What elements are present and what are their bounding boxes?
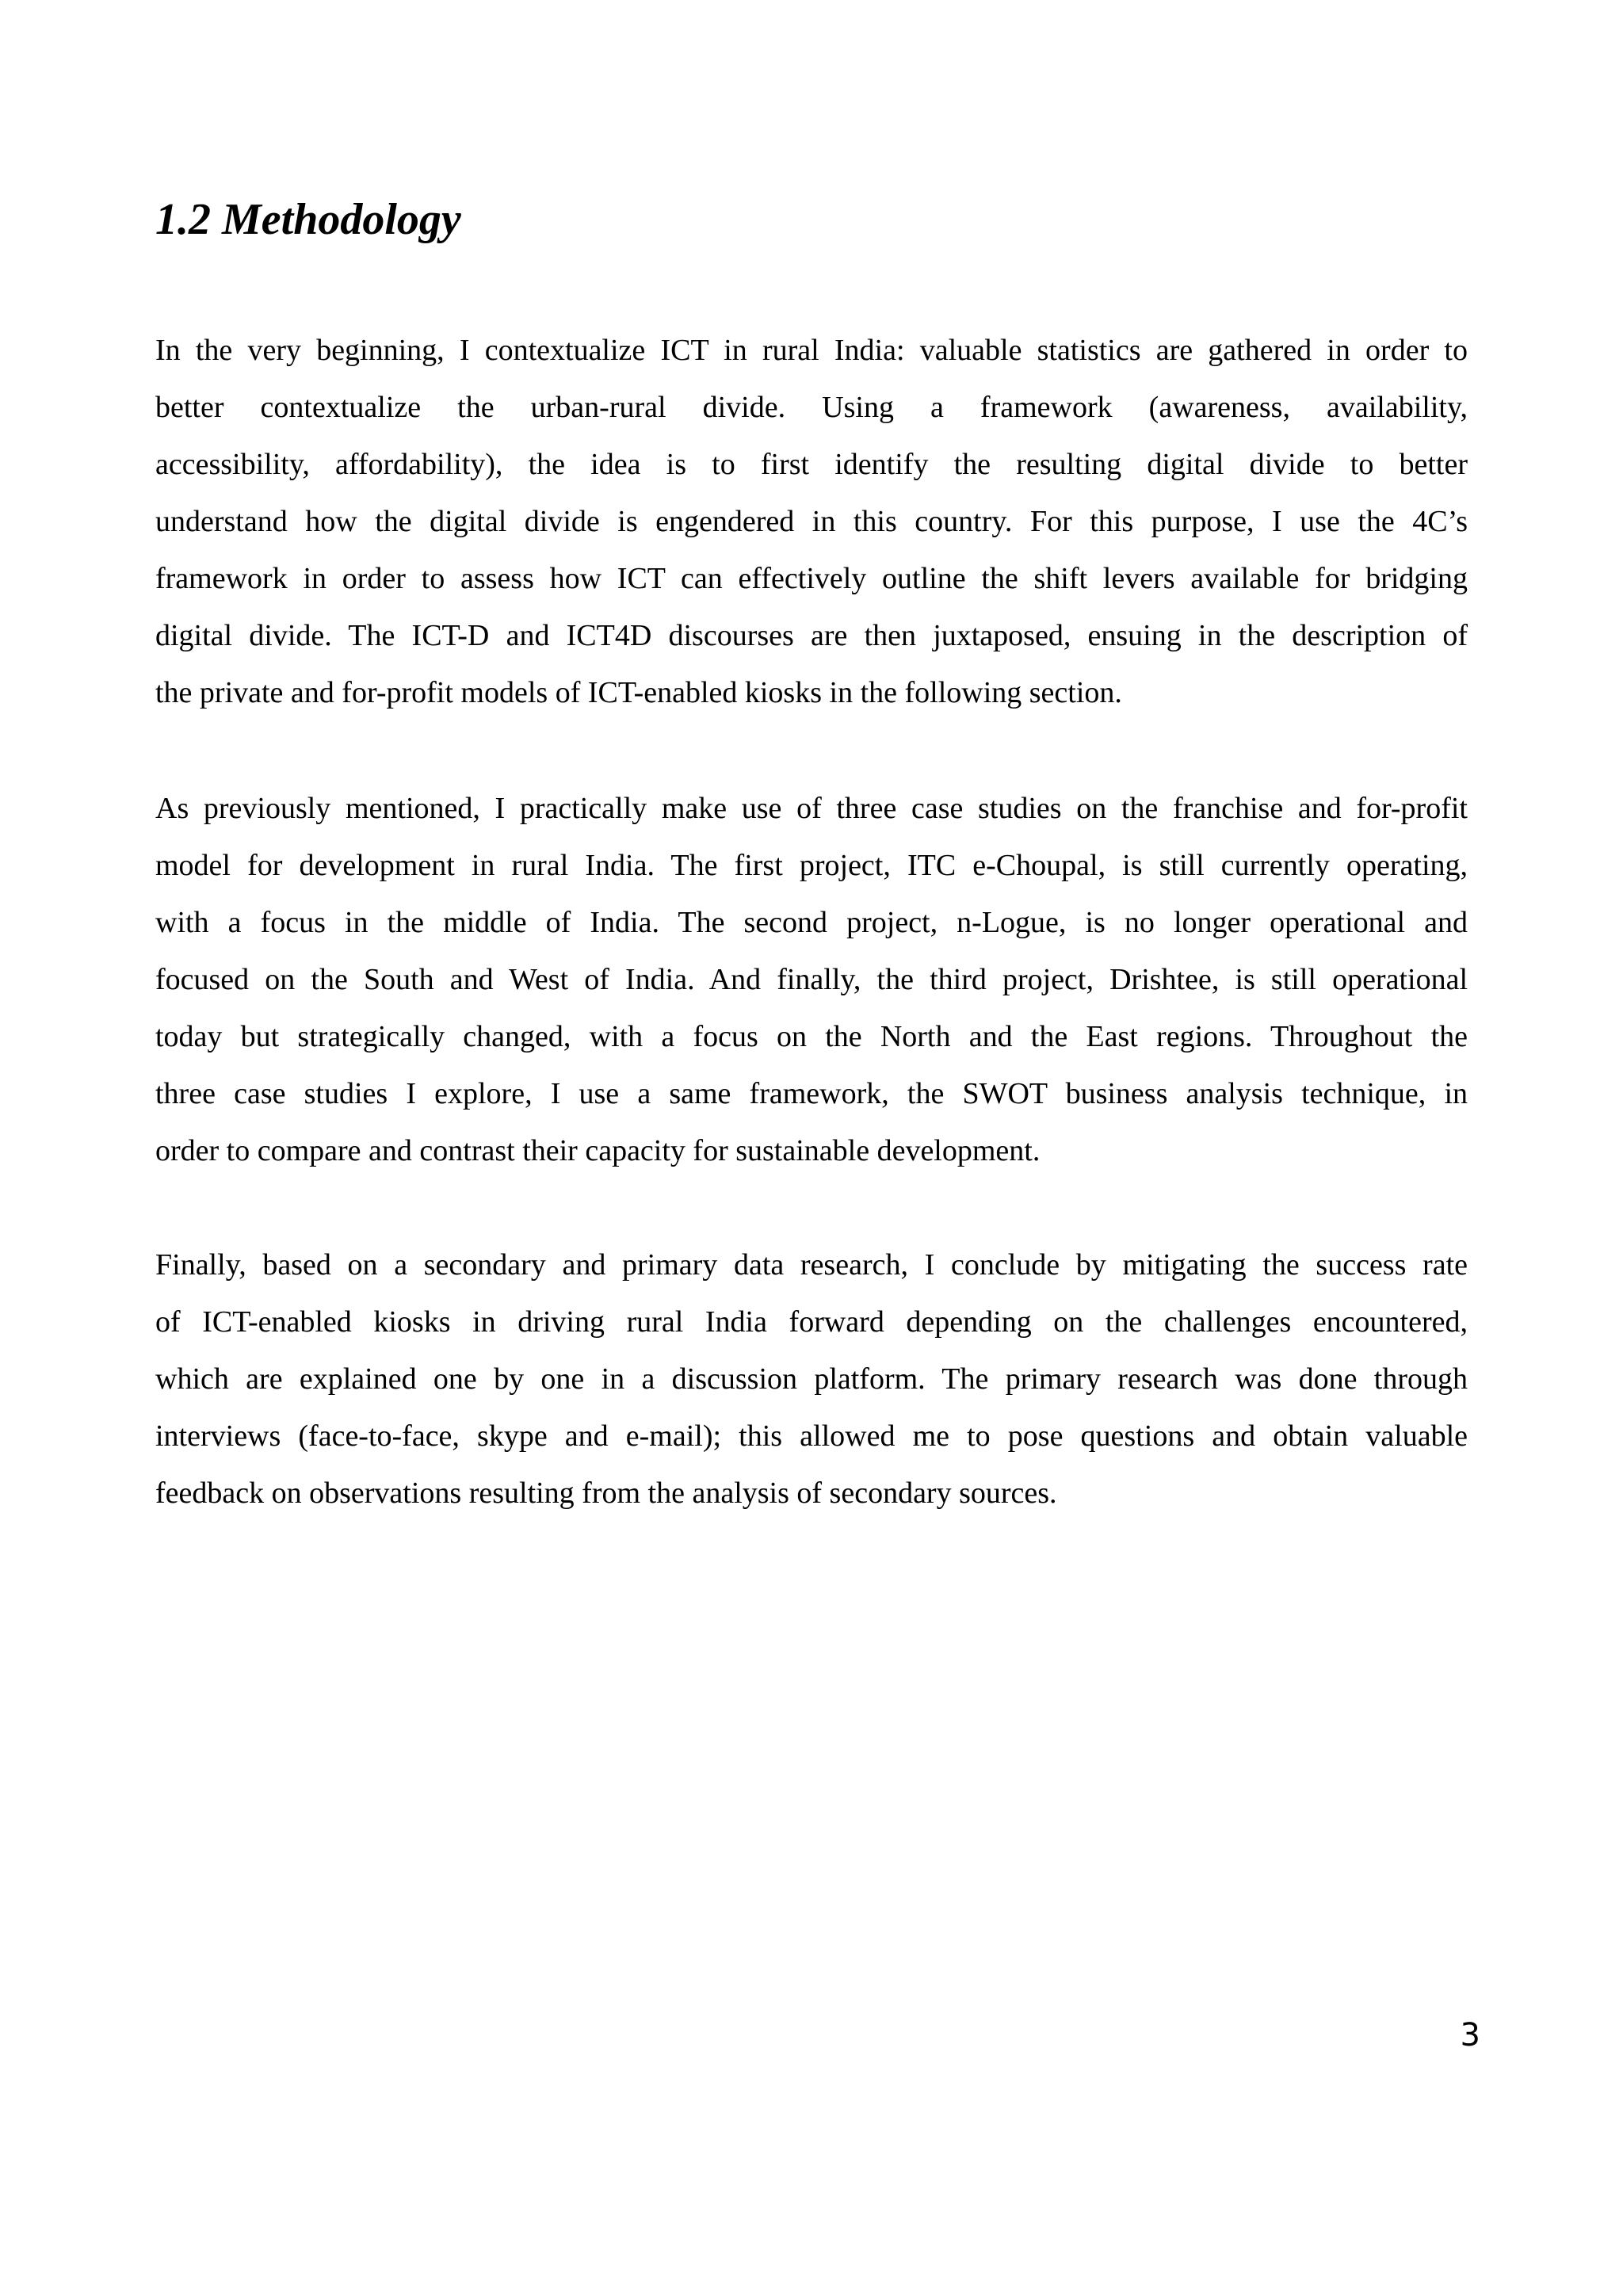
page-number: 3 bbox=[1460, 2017, 1480, 2053]
paragraph-line: better contextualize the urban-rural divide. Using a framework (awareness, availability, bbox=[155, 391, 1468, 424]
section-heading: 1.2 Methodology bbox=[155, 195, 461, 244]
paragraph-conclusion bbox=[155, 1236, 1468, 1522]
paragraph-line: which are explained one by one in a discussion platform. The primary research was done through bbox=[155, 1362, 1468, 1396]
paragraph-line: three case studies I explore, I use a same framework, the SWOT business analysis technique, in bbox=[155, 1077, 1468, 1110]
paragraph-line: accessibility, affordability), the idea is to first identify the resulting digital divide to better bbox=[155, 448, 1468, 481]
paragraph-line: of ICT-enabled kiosks in driving rural India forward depending on the challenges encountered, bbox=[155, 1305, 1468, 1339]
paragraph-case-studies bbox=[155, 780, 1468, 1179]
paragraph-line: Finally, based on a secondary and primary data research, I conclude by mitigating the success rate bbox=[155, 1248, 1468, 1282]
paragraph-line: order to compare and contrast their capacity for sustainable development. bbox=[155, 1134, 1041, 1167]
paragraph-line: interviews (face-to-face, skype and e-mail); this allowed me to pose questions and obtain valuable bbox=[155, 1419, 1468, 1453]
paragraph-line: focused on the South and West of India. And finally, the third project, Drishtee, is still operational bbox=[155, 963, 1468, 996]
paragraph-line: In the very beginning, I contextualize ICT in rural India: valuable statistics are gathered in order to bbox=[155, 334, 1468, 367]
paragraph-line: feedback on observations resulting from the analysis of secondary sources. bbox=[155, 1477, 1057, 1510]
paragraph-line: digital divide. The ICT-D and ICT4D discourses are then juxtaposed, ensuing in the description of bbox=[155, 619, 1468, 652]
paragraph-line: framework in order to assess how ICT can effectively outline the shift levers available for bridging bbox=[155, 562, 1468, 595]
paragraph-line: the private and for-profit models of ICT-enabled kiosks in the following section. bbox=[155, 676, 1122, 709]
paragraph-line: model for development in rural India. The first project, ITC e-Choupal, is still currently operating, bbox=[155, 849, 1468, 882]
paragraph-line: today but strategically changed, with a focus on the North and the East regions. Throughout the bbox=[155, 1020, 1468, 1053]
paragraph-introduction bbox=[155, 322, 1468, 721]
paragraph-line: with a focus in the middle of India. The second project, n-Logue, is no longer operational and bbox=[155, 906, 1468, 939]
paragraph-line: As previously mentioned, I practically make use of three case studies on the franchise and for-profit bbox=[155, 792, 1468, 825]
paragraph-line: understand how the digital divide is engendered in this country. For this purpose, I use the 4C’s bbox=[155, 505, 1468, 538]
